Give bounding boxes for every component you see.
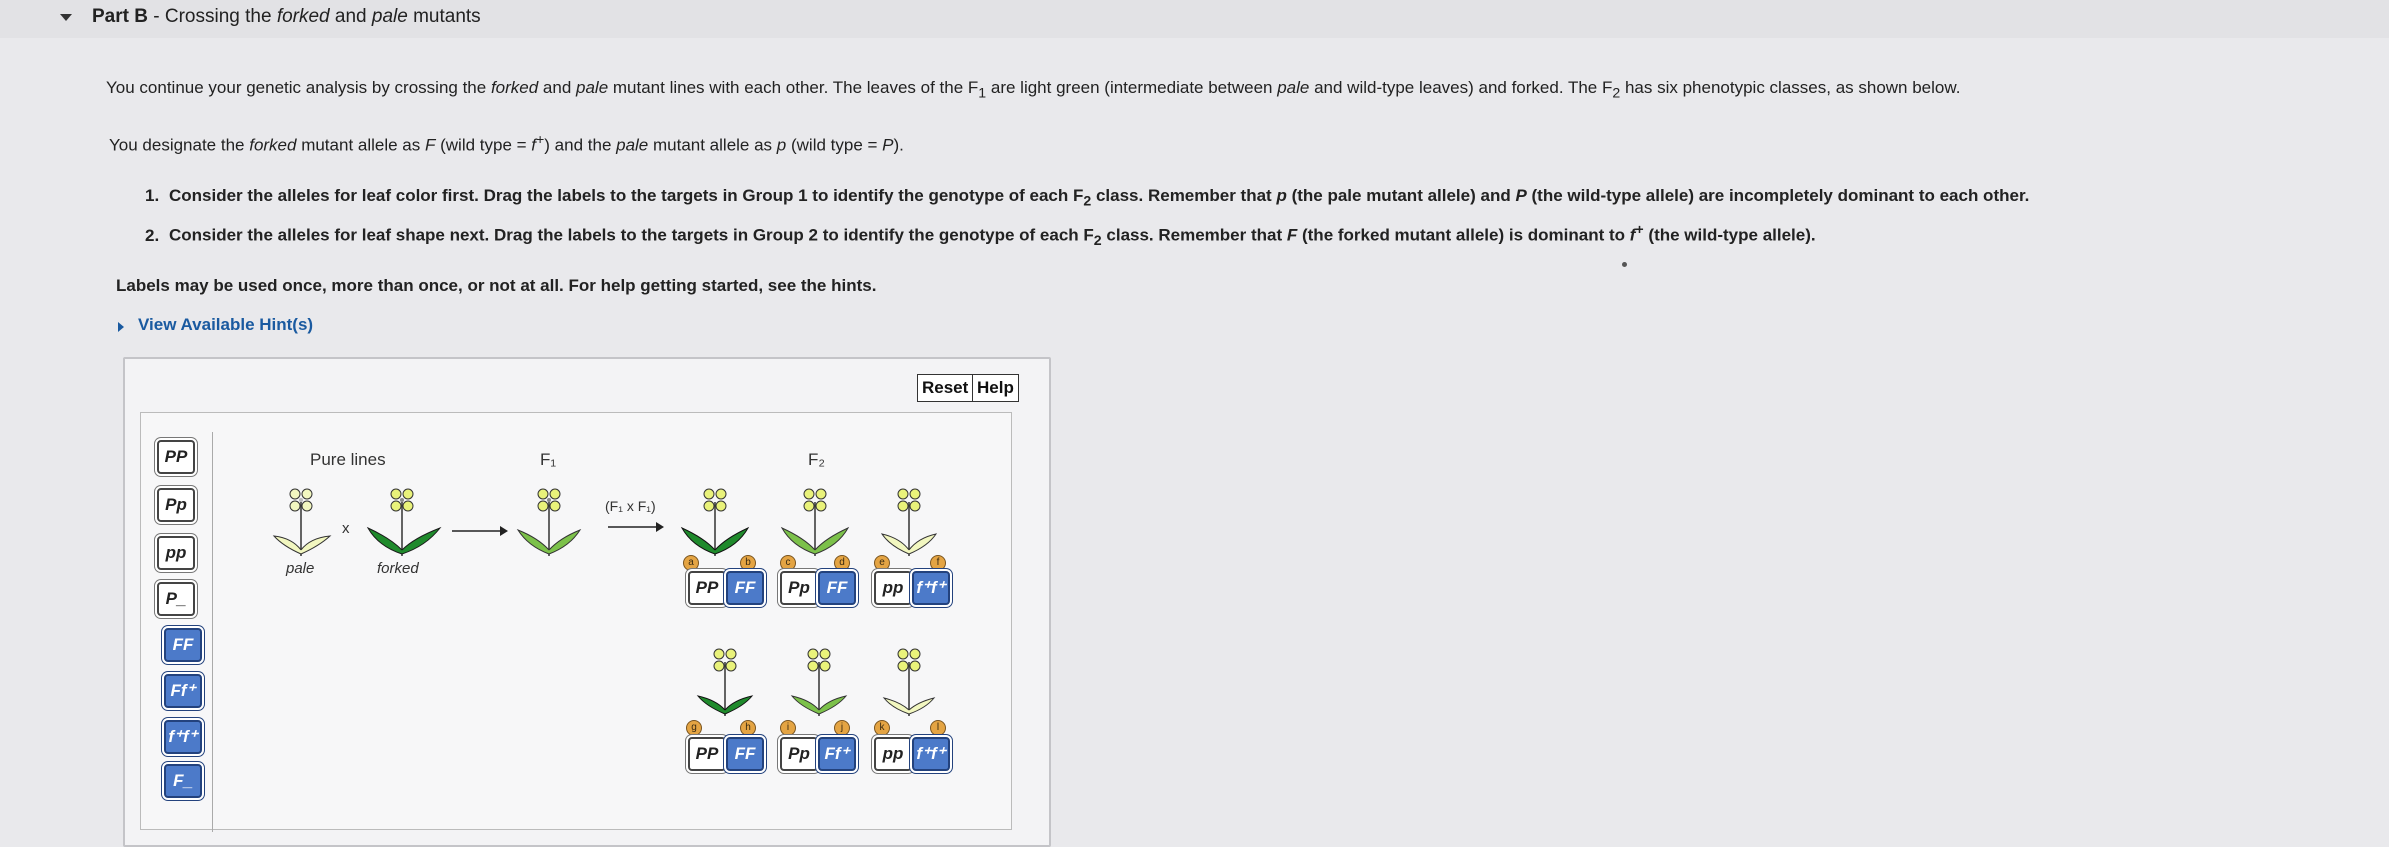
arrow-icon xyxy=(450,524,510,538)
stray-dot xyxy=(1622,262,1627,267)
f2-caption: F₂ xyxy=(808,450,825,469)
target-k[interactable]: pp xyxy=(874,737,912,771)
label-Ff+[interactable]: Ff⁺ xyxy=(164,674,202,708)
f2-plant-icon xyxy=(784,640,854,720)
part-header[interactable] xyxy=(0,0,2389,38)
f2-plant-icon xyxy=(680,480,750,560)
label-PP[interactable]: PP xyxy=(157,440,195,474)
f1-plant-icon xyxy=(514,480,584,560)
pale-caption: pale xyxy=(286,560,315,577)
target-letter: c xyxy=(780,555,796,571)
reset-button[interactable]: Reset xyxy=(917,374,973,402)
forked-caption: forked xyxy=(377,560,419,577)
target-j[interactable]: Ff⁺ xyxy=(818,737,856,771)
target-letter: l xyxy=(930,720,946,736)
help-button[interactable]: Help xyxy=(972,374,1019,402)
f2-plant-icon xyxy=(874,640,944,720)
pure-lines-caption: Pure lines xyxy=(310,450,386,469)
label-palette xyxy=(148,432,213,832)
arrow-icon xyxy=(606,520,666,534)
label-P_[interactable]: P_ xyxy=(157,582,195,616)
f2-plant-icon xyxy=(780,480,850,560)
part-title: Part B - Crossing the forked and pale mutants xyxy=(92,6,481,27)
target-letter: b xyxy=(740,555,756,571)
label-F_[interactable]: F_ xyxy=(164,764,202,798)
designate-paragraph: You designate the forked mutant allele as F (wild type = f+) and the pale mutant allele as p (wild type = P). xyxy=(109,132,904,155)
label-FF[interactable]: FF xyxy=(164,628,202,662)
target-i[interactable]: Pp xyxy=(780,737,818,771)
label-Pp[interactable]: Pp xyxy=(157,488,195,522)
label-f+f+[interactable]: f⁺f⁺ xyxy=(164,720,202,754)
target-c[interactable]: Pp xyxy=(780,571,818,605)
target-d[interactable]: FF xyxy=(818,571,856,605)
target-l[interactable]: f⁺f⁺ xyxy=(912,737,950,771)
target-letter: k xyxy=(874,720,890,736)
target-letter: d xyxy=(834,555,850,571)
step-2: 2. Consider the alleles for leaf shape next. Drag the labels to the targets in Group 2 to identify the genotype of each $F_2$ class. Remember that F (the forked mutant allele) is dominant to f+ (the wild-type allele). xyxy=(145,222,1816,250)
target-letter: f xyxy=(930,555,946,571)
target-letter: e xyxy=(874,555,890,571)
collapse-chevron-icon[interactable] xyxy=(60,14,72,21)
target-e[interactable]: pp xyxy=(874,571,912,605)
forked-plant-icon xyxy=(364,480,444,560)
target-letter: a xyxy=(683,555,699,571)
target-f[interactable]: f⁺f⁺ xyxy=(912,571,950,605)
f1-caption: F₁ xyxy=(540,450,557,469)
f2-plant-icon xyxy=(874,480,944,560)
f2-plant-icon xyxy=(690,640,760,720)
target-letter: g xyxy=(686,720,702,736)
label-pp[interactable]: pp xyxy=(157,536,195,570)
target-letter: i xyxy=(780,720,796,736)
hint-caret-icon[interactable] xyxy=(118,322,124,332)
target-g[interactable]: PP xyxy=(688,737,726,771)
intro-paragraph: You continue your genetic analysis by crossing the forked and pale mutant lines with each other. The leaves of the $F_1$ are light green (intermediate between pale and wild-type leaves) and forked. The $F_2$ has six phenotypic classes, as shown below. xyxy=(106,78,1961,102)
step-1: 1. Consider the alleles for leaf color first. Drag the labels to the targets in Group 1 to identify the genotype of each $F_2$ class. Remember that p (the pale mutant allele) and P (the wild-type allele) are incompletely dominant to each other. xyxy=(145,186,2030,210)
pale-plant-icon xyxy=(268,480,338,560)
target-b[interactable]: FF xyxy=(726,571,764,605)
target-letter: j xyxy=(834,720,850,736)
labels-note: Labels may be used once, more than once, or not at all. For help getting started, see the hints. xyxy=(116,276,877,295)
target-a[interactable]: PP xyxy=(688,571,726,605)
target-h[interactable]: FF xyxy=(726,737,764,771)
target-letter: h xyxy=(740,720,756,736)
cross-x: x xyxy=(342,520,350,537)
f1xf1-caption: (F₁ x F₁) xyxy=(605,498,656,514)
view-hints-link[interactable]: View Available Hint(s) xyxy=(138,315,314,334)
